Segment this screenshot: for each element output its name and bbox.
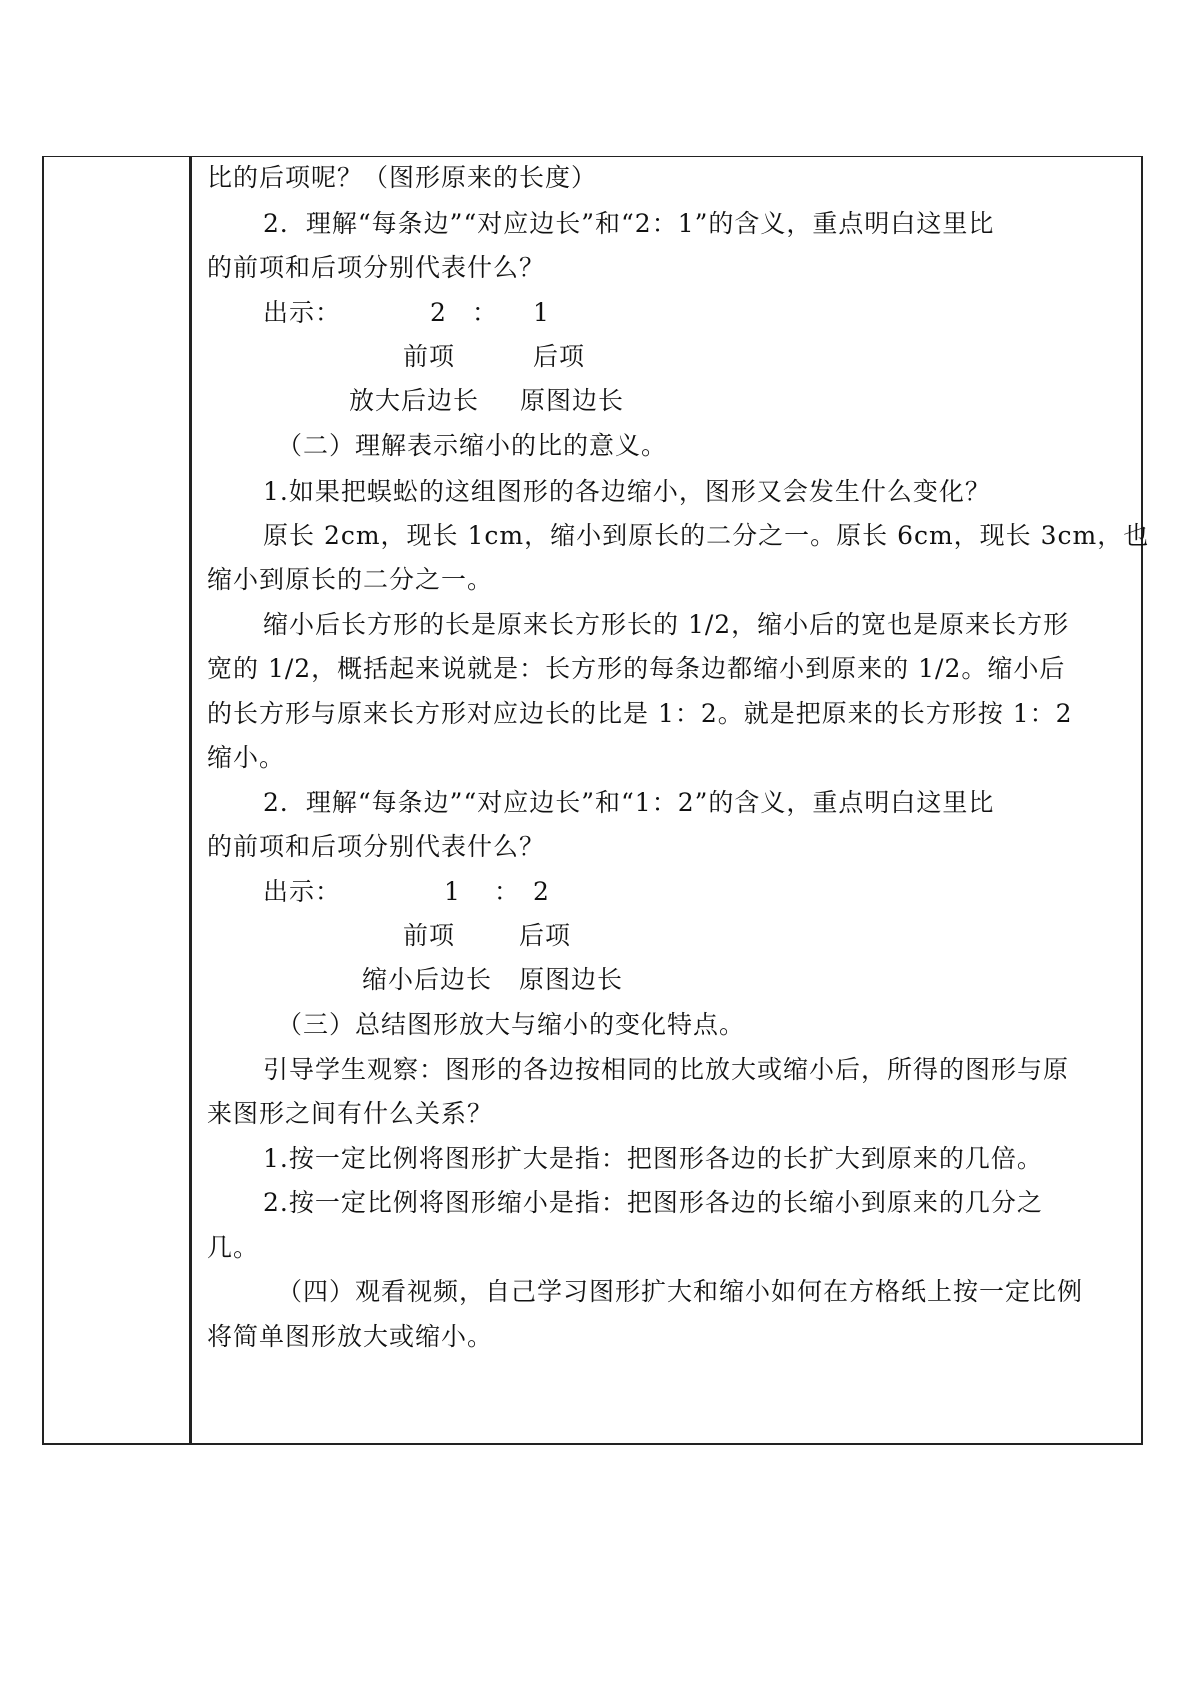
show-label: 出示： — [263, 877, 342, 906]
front-term-label: 前项 — [403, 921, 456, 950]
ratio-colon: ： — [494, 877, 521, 906]
text-line: 2．理解“每条边”“对应边长”和“2：1”的含义，重点明白这里比 — [263, 209, 995, 238]
section-heading: （二）理解表示缩小的比的意义。 — [277, 431, 668, 460]
text-line: 几。 — [207, 1233, 260, 1262]
text-line: 的前项和后项分别代表什么？ — [207, 253, 546, 282]
text-line: 将简单图形放大或缩小。 — [207, 1322, 494, 1351]
text-line: 2.按一定比例将图形缩小是指：把图形各边的长缩小到原来的几分之 — [263, 1188, 1043, 1217]
left-empty-cell — [44, 157, 192, 1443]
content-cell — [207, 157, 1150, 1443]
text-line: 缩小到原长的二分之一。 — [207, 565, 494, 594]
back-term-label: 后项 — [533, 342, 586, 371]
ratio-colon: ： — [472, 298, 499, 327]
ratio-back-number: 2 — [533, 877, 550, 906]
ratio-back-number: 1 — [533, 298, 550, 327]
text-line: 1.如果把蜈蚣的这组图形的各边缩小，图形又会发生什么变化？ — [263, 477, 991, 506]
text-line: 2．理解“每条边”“对应边长”和“1：2”的含义，重点明白这里比 — [263, 788, 995, 817]
text-line: 宽的 1/2，概括起来说就是：长方形的每条边都缩小到原来的 1/2。缩小后 — [207, 654, 1066, 683]
text-line: 缩小。 — [207, 743, 286, 772]
text-line: 1.按一定比例将图形扩大是指：把图形各边的长扩大到原来的几倍。 — [263, 1144, 1043, 1173]
ratio-front-number: 2 — [430, 298, 447, 327]
back-term-meaning: 原图边长 — [519, 965, 624, 994]
front-term-meaning: 缩小后边长 — [362, 965, 493, 994]
text-line: 比的后项呢？（图形原来的长度） — [207, 163, 598, 192]
text-line: 的长方形与原来长方形对应边长的比是 1：2。就是把原来的长方形按 1：2 — [207, 699, 1073, 728]
lesson-table — [42, 156, 1150, 1445]
front-term-meaning: 放大后边长 — [349, 386, 480, 415]
ratio-front-number: 1 — [444, 877, 461, 906]
text-line: 缩小后长方形的长是原来长方形长的 1/2，缩小后的宽也是原来长方形 — [263, 610, 1070, 639]
text-line: 来图形之间有什么关系？ — [207, 1099, 494, 1128]
back-term-meaning: 原图边长 — [520, 386, 625, 415]
front-term-label: 前项 — [403, 342, 456, 371]
section-heading: （三）总结图形放大与缩小的变化特点。 — [277, 1010, 746, 1039]
section-heading: （四）观看视频，自己学习图形扩大和缩小如何在方格纸上按一定比例 — [277, 1277, 1084, 1306]
text-line: 引导学生观察：图形的各边按相同的比放大或缩小后，所得的图形与原 — [263, 1055, 1070, 1084]
text-line: 原长 2cm，现长 1cm，缩小到原长的二分之一。原长 6cm，现长 3cm，也 — [263, 521, 1150, 550]
text-line: 的前项和后项分别代表什么？ — [207, 832, 546, 861]
back-term-label: 后项 — [519, 921, 572, 950]
show-label: 出示： — [263, 298, 342, 327]
